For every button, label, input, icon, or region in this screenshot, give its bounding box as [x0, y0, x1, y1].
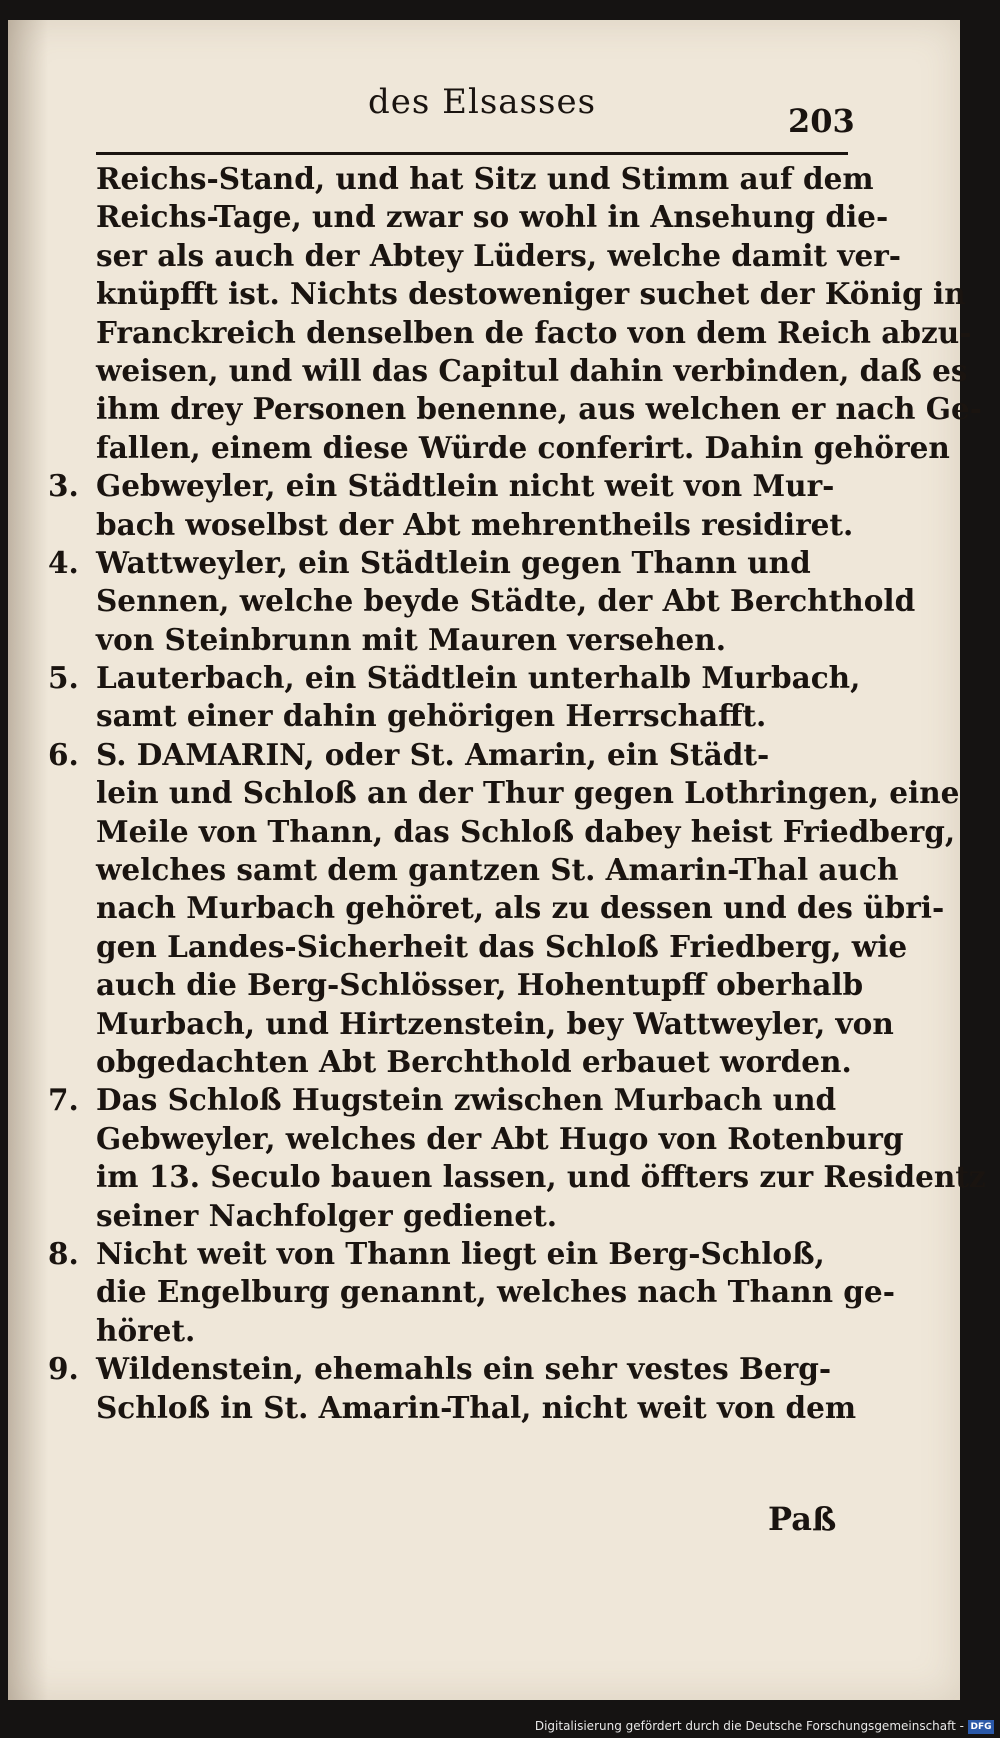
line-text: von Steinbrunn mit Mauren versehen. [96, 621, 727, 657]
page-number: 203 [788, 102, 855, 140]
text-line [48, 928, 908, 966]
header-rule [96, 152, 848, 155]
line-text: Das Schloß Hugstein zwischen Murbach und [96, 1082, 837, 1118]
line-text: obgedachten Abt Berchthold erbauet worden. [96, 1043, 852, 1079]
text-line [48, 1005, 894, 1043]
line-text: nach Murbach gehöret, als zu dessen und des übri- [96, 890, 945, 926]
line-text: Sennen, welche beyde Städte, der Abt Berchthold [96, 583, 916, 619]
text-line [48, 1273, 895, 1311]
text-line [48, 889, 945, 927]
item-number: 4. [48, 544, 79, 580]
text-line [48, 352, 968, 390]
text-line [48, 160, 874, 198]
line-text: Gebweyler, welches der Abt Hugo von Rotenburg [96, 1120, 904, 1156]
item-number: 8. [48, 1235, 79, 1271]
line-text: die Engelburg genannt, welches nach Thann ge- [96, 1274, 895, 1310]
text-line [48, 506, 858, 544]
item-number: 6. [48, 736, 79, 772]
text-line [48, 1235, 858, 1273]
text-line [48, 544, 858, 582]
text-line [48, 237, 902, 275]
line-text: Meile von Thann, das Schloß dabey heist Friedberg, [96, 813, 956, 849]
line-text: S. DAMARIN, oder St. Amarin, ein Städt- [96, 736, 770, 772]
line-text: ihm drey Personen benenne, aus welchen er nach Ge- [96, 391, 982, 427]
text-line [48, 851, 899, 889]
line-text: Wildenstein, ehemahls ein sehr vestes Berg- [96, 1351, 832, 1387]
item-number: 7. [48, 1082, 79, 1118]
line-text: Reichs-Tage, und zwar so wohl in Ansehung die- [96, 199, 889, 235]
line-text: auch die Berg-Schlösser, Hohentupff oberhalb [96, 967, 864, 1003]
line-text: Wattweyler, ein Städtlein gegen Thann und [96, 544, 811, 580]
text-line [48, 966, 864, 1004]
line-text: gen Landes-Sicherheit das Schloß Friedberg, wie [96, 928, 908, 964]
line-text: bach woselbst der Abt mehrentheils residiret. [96, 506, 854, 542]
text-line [48, 1389, 858, 1427]
line-text: höret. [96, 1312, 196, 1348]
line-text: weisen, und will das Capitul dahin verbinden, daß es [96, 352, 968, 388]
line-text: Schloß in St. Amarin-Thal, nicht weit von dem [96, 1389, 857, 1425]
line-text: ser als auch der Abtey Lüders, welche damit ver- [96, 237, 902, 273]
line-text: lein und Schloß an der Thur gegen Lothringen, eine [96, 775, 960, 811]
running-title: des Elsasses [368, 82, 597, 122]
item-number: 9. [48, 1351, 79, 1387]
text-line [48, 774, 960, 812]
text-line [48, 1081, 858, 1119]
book-page [8, 20, 986, 1700]
dfg-logo: DFG [968, 1720, 994, 1734]
line-text: Reichs-Stand, und hat Sitz und Stimm auf dem [96, 161, 874, 196]
text-line [48, 621, 858, 659]
line-text: Gebweyler, ein Städtlein nicht weit von Mur- [96, 468, 835, 504]
text-line [48, 198, 889, 236]
text-line [48, 1043, 858, 1081]
line-text: Nicht weit von Thann liegt ein Berg-Schloß, [96, 1235, 825, 1271]
text-line [48, 697, 858, 735]
text-line [48, 314, 972, 352]
footer-credit: Digitalisierung gefördert durch die Deutsche Forschungsgemeinschaft - [534, 1719, 964, 1733]
text-line [48, 1120, 904, 1158]
text-line [48, 1312, 858, 1350]
text-line [48, 1350, 858, 1388]
catchword: Paß [768, 1500, 837, 1538]
line-text: Franckreich denselben de facto von dem Reich abzu- [96, 314, 972, 350]
text-line [48, 659, 861, 697]
line-text: Lauterbach, ein Städtlein unterhalb Murbach, [96, 660, 861, 696]
line-text: Murbach, und Hirtzenstein, bey Wattweyler, von [96, 1005, 894, 1041]
text-line [48, 582, 916, 620]
line-text: samt einer dahin gehörigen Herrschafft. [96, 698, 767, 734]
item-number: 5. [48, 660, 79, 696]
line-text: fallen, einem diese Würde conferirt. Dahin gehören [96, 429, 950, 465]
line-text: welches samt dem gantzen St. Amarin-Thal auch [96, 852, 899, 888]
text-line [48, 1158, 986, 1196]
body-text [48, 160, 986, 1427]
line-text: knüpfft ist. Nichts destoweniger suchet der König in [96, 276, 966, 312]
text-line [48, 736, 858, 774]
gutter-shadow [8, 20, 48, 1700]
text-line [48, 429, 950, 467]
text-line [48, 390, 982, 428]
line-text: im 13. Seculo bauen lassen, und öffters zur Residentz [96, 1159, 986, 1195]
text-line [48, 1197, 858, 1235]
text-line [48, 467, 858, 505]
text-line [48, 813, 956, 851]
text-line [48, 275, 966, 313]
item-number: 3. [48, 468, 79, 504]
line-text: seiner Nachfolger gedienet. [96, 1197, 557, 1233]
